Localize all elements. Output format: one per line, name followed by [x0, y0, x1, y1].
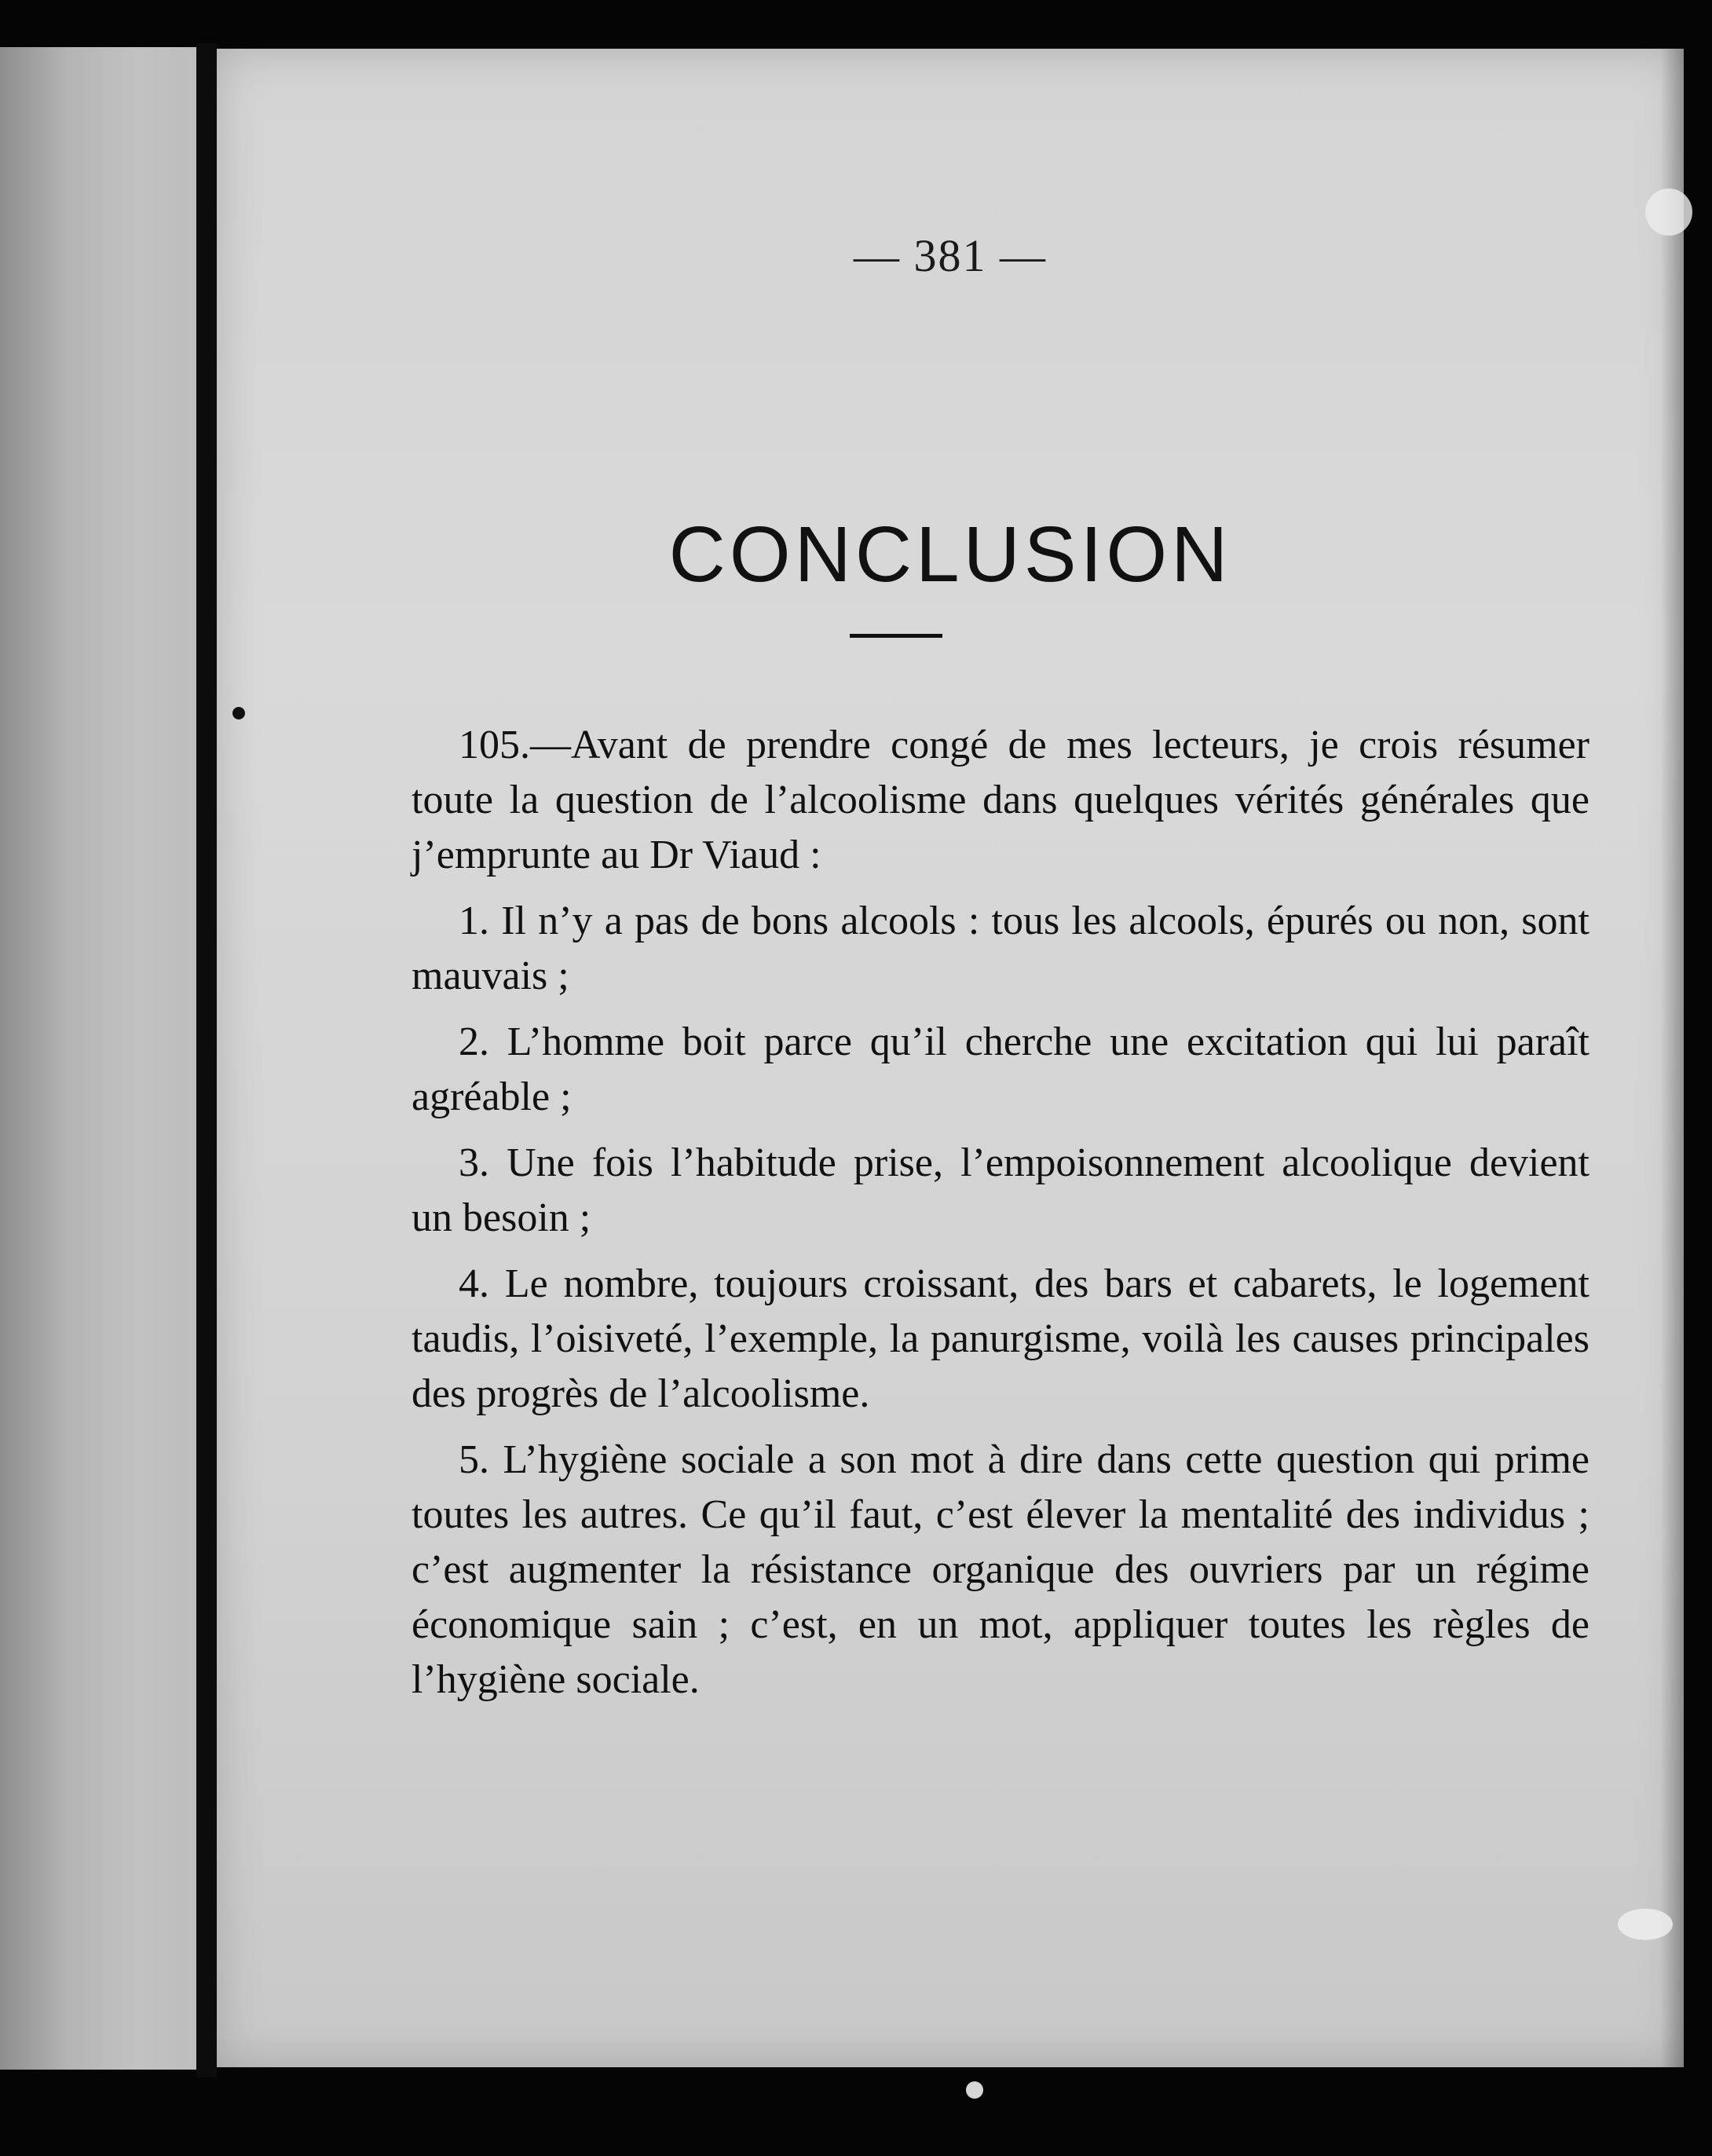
paragraph-point-4: 4. Le nombre, toujours croissant, des bars et cabarets, le logement taudis, l’oisiveté, l’exemple, la panurgisme, voilà les causes principales des progrès de l’alcoolisme.: [412, 1261, 1589, 1416]
scan-speck: [1645, 189, 1692, 236]
page-number: — 381 —: [854, 230, 1047, 281]
page-title: CONCLUSION: [668, 511, 1232, 598]
paragraph-point-3: 3. Une fois l’habitude prise, l’empoisonnement alcoolique devient un besoin ;: [412, 1140, 1589, 1240]
body-text: [412, 718, 1589, 1708]
previous-page-edge: [0, 47, 196, 2070]
page-gutter: [196, 43, 217, 2077]
paragraph-point-1: 1. Il n’y a pas de bons alcools : tous les alcools, épurés ou non, sont mauvais ;: [412, 899, 1589, 998]
scan-speck: [232, 707, 245, 719]
scan-speck: [1618, 1909, 1673, 1940]
page-edge-shadow: [1660, 49, 1684, 2067]
paragraph-point-5: 5. L’hygiène sociale a son mot à dire dans cette question qui prime toutes les autres. Ce qu’il faut, c’est élever la mentalité des individus ; c’est augmenter la résistance organique des ouvriers par un régime économique sain ; c’est, en un mot, appliquer toutes les règles de l’hygiène sociale.: [412, 1437, 1589, 1702]
paragraph-point-2: 2. L’homme boit parce qu’il cherche une excitation qui lui paraît agréable ;: [412, 1019, 1589, 1119]
book-page: [217, 49, 1684, 2067]
scan-speck: [966, 2081, 983, 2099]
title-rule: [850, 634, 942, 638]
paragraph-intro: 105.—Avant de prendre congé de mes lecteurs, je crois résumer toute la question de l’alcoolisme dans quelques vérités générales que j’emprunte au Dr Viaud :: [412, 723, 1589, 877]
